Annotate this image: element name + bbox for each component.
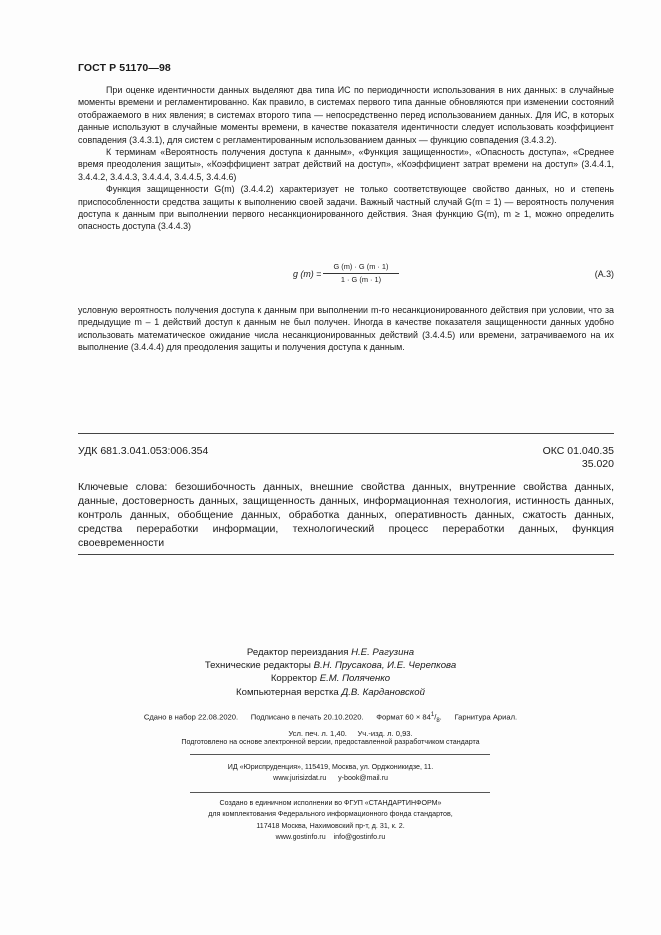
credit-role: Компьютерная верстка <box>236 686 339 698</box>
paragraph-conditional-probability: условную вероятность получения доступа к данным при выполнении m-го несанкционированного действия при условии, что за предыдущие m – 1 действий доступ к данным не был получен. Иногда в качестве показателя защищенности данных удобно использовать математическое ожидание числа несанкционированных действий (3.4.4.5) или времени, затрачиваемого на их выполнение (3.4.4.4) для преодоления защиты и получения доступа к данным. <box>78 305 614 353</box>
formula-a3 <box>78 261 614 297</box>
formula-lhs: g (m) = <box>293 269 322 279</box>
formula-fraction <box>323 262 399 285</box>
producer-line-1: Создано в единичном исполнении во ФГУП «СТАНДАРТИНФОРМ» <box>219 799 442 807</box>
producer-email-link[interactable]: info@gostinfo.ru <box>333 833 386 842</box>
credit-name: Д.В. Кардановской <box>341 686 425 698</box>
imprint-publisher-sheets: Уч.-изд. л. 0,93. <box>357 728 413 738</box>
paragraph-identity: При оценке идентичности данных выделяют два типа ИС по периодичности использования в них данных: в случайные моменты времени и регламентированно. Как правило, в системах первого типа данные обновляются при изменении состояний отображаемого в них явления; в системах второго типа — непосредственно перед использованием данных. Для ИС, в которых данные используют в случайные моменты времени, в качестве показателя идентичности следует использовать коэффициент совпадения (3.4.3.1), для систем с регламентированным использованием данных — функцию совпадения (3.4.3.2). <box>78 85 614 145</box>
imprint-typeset-date: Сдано в набор 22.08.2020. <box>143 712 239 722</box>
credit-name: Н.Е. Рагузина <box>351 647 415 658</box>
keywords: Ключевые слова: безошибочность данных, внешние свойства данных, внутренние свойства данных, данные, достоверность данных, защищенность данных, информационная технология, истинность данных, контроль данных, обобщение данных, обработка данных, оперативность данных, сжатость данных, средства переработки информации, технологический процесс переработки данных, функция своевременности <box>78 481 614 550</box>
publisher-contacts <box>0 773 661 784</box>
oks-line-2: 35.020 <box>581 458 614 470</box>
divider-short-1 <box>190 754 490 755</box>
publisher-address: ИД «Юриспруденция», 115419, Москва, ул. Орджоникидзе, 11. <box>227 763 434 771</box>
credit-proofreader <box>0 672 661 685</box>
formula-numerator: G (m) · G (m · 1) <box>323 262 399 274</box>
producer-line-2: для комплектования Федерального информационного фонда стандартов, <box>208 810 453 819</box>
standard-header: ГОСТ Р 51170—98 <box>78 62 171 74</box>
imprint-block <box>0 709 661 741</box>
producer-contacts <box>0 832 661 843</box>
producer-block <box>0 798 661 844</box>
producer-site-link[interactable]: www.gostinfo.ru <box>275 833 326 842</box>
paragraph-protection-function: Функция защищенности G(m) (3.4.4.2) характеризует не только соответствующее свойство данных, но и степень приспособленности средства защиты к выполнению своей задачи. Важный частный случай G(m = 1) — вероятность получения доступа к данным при выполнении первого несанкционированного действия. Зная функцию G(m), m ≥ 1, можно определить опасность доступа (3.4.4.3) <box>78 184 614 232</box>
oks-code <box>540 445 614 471</box>
credit-layout <box>0 686 661 699</box>
imprint-format-sub: 8 <box>436 718 440 725</box>
formula-denominator: 1 · G (m · 1) <box>340 275 382 284</box>
paragraph-terms: К терминам «Вероятность получения доступа к данным», «Функция защищенности», «Опасность доступа», «Среднее время преодоления защиты», «Коэффициент затрат действий на доступ», «Коэффициент затрат времени на доступ» (3.4.4.1, 3.4.4.2, 3.4.4.3, 3.4.4.4, 3.4.4.5, 3.4.4.6) <box>78 147 614 182</box>
imprint-format: Формат 60 × 84 <box>376 712 431 722</box>
imprint-typeface: Гарнитура Ариал. <box>454 712 518 722</box>
formula-label: (А.3) <box>594 269 614 279</box>
imprint-print-date: Подписано в печать 20.10.2020. <box>250 712 364 722</box>
credits-block <box>0 646 661 699</box>
publisher-email-link[interactable]: y-book@mail.ru <box>338 774 388 783</box>
body-text-lower <box>78 304 614 354</box>
credit-role: Технические редакторы <box>204 660 311 672</box>
credit-role: Корректор <box>270 673 318 685</box>
credit-name: Е.М. Поляченко <box>319 673 391 685</box>
publisher-site-link[interactable]: www.jurisizdat.ru <box>273 774 327 783</box>
imprint-print-sheets: Усл. печ. л. 1,40. <box>288 728 347 738</box>
producer-line-3: 117418 Москва, Нахимовский пр-т, д. 31, к. 2. <box>256 821 405 830</box>
imprint-line-1: Сдано в набор 22.08.2020. Подписано в печать 20.10.2020. Формат $60 \times 84^1/_8$. Гарнитура Ариал. <box>143 712 518 725</box>
credit-editor <box>0 646 661 659</box>
credit-role: Редактор переиздания <box>246 647 349 658</box>
credit-tech-editors <box>0 659 661 672</box>
divider-short-2 <box>190 792 490 793</box>
credit-name: В.Н. Прусакова, И.Е. Черепкова <box>313 660 457 672</box>
udk-code: УДК 681.3.041.053:006.354 <box>78 445 209 457</box>
oks-line-1: ОКС 01.040.35 <box>542 445 614 457</box>
imprint-format-sup: 1 <box>430 712 435 718</box>
prepared-note: Подготовлено на основе электронной версии, предоставленной разработчиком стандарта <box>181 738 480 746</box>
body-text-upper <box>78 84 614 233</box>
publisher-block <box>0 762 661 785</box>
divider-top <box>78 433 614 434</box>
divider-bottom <box>78 554 614 555</box>
